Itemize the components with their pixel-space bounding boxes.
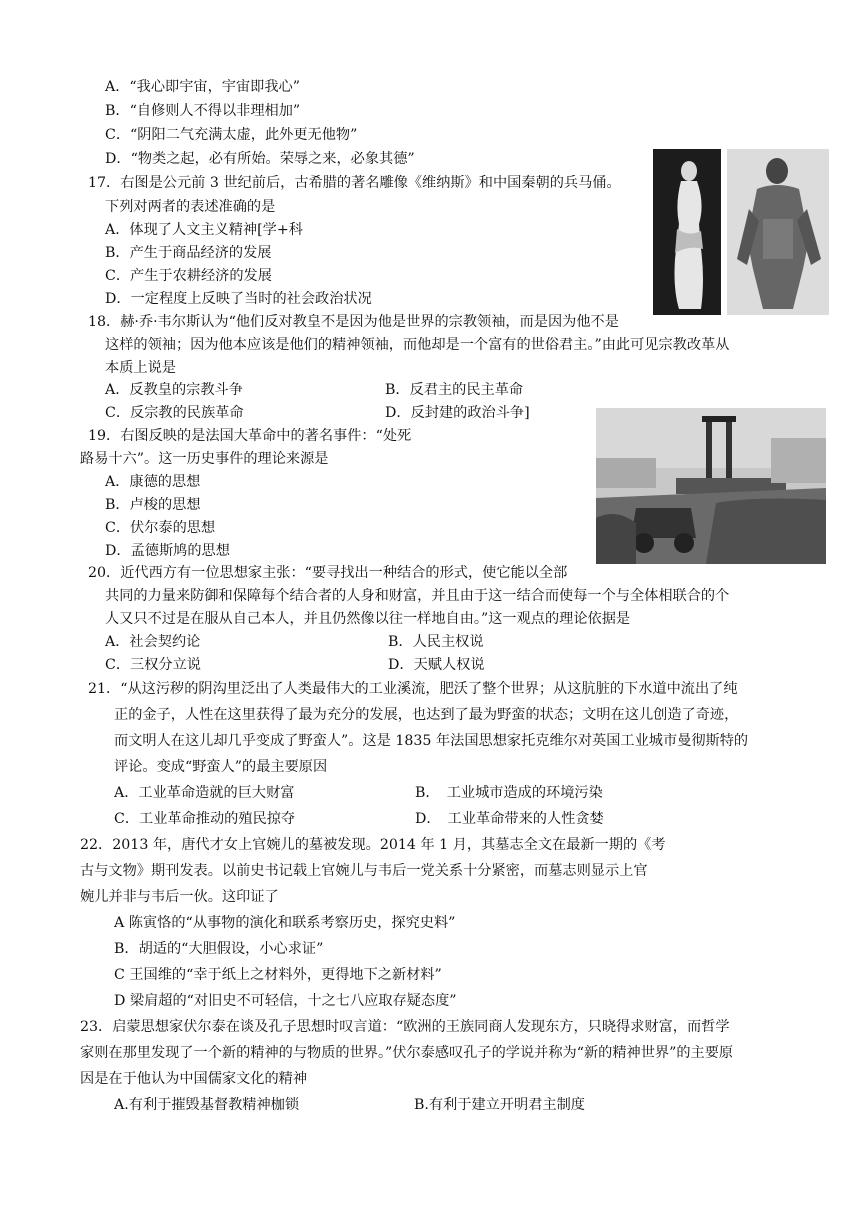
q18-option-a: A．反教皇的宗教斗争 xyxy=(105,382,243,398)
q18-stem-line2: 这样的领袖；因为他本应该是他们的精神领袖，而他却是一个富有的世俗君主。”由此可见宗教改革从 xyxy=(105,337,730,353)
q22-option-c: C 王国维的“幸于纸上之材料外，更得地下之新材料” xyxy=(114,967,442,983)
q19-option-a: A．康德的思想 xyxy=(105,474,201,490)
q16-option-a: A．“我心即宇宙，宇宙即我心” xyxy=(105,79,301,95)
q20-option-c: C．三权分立说 xyxy=(105,657,201,673)
q18-option-b: B．反君主的民主革命 xyxy=(385,382,524,398)
q22-stem-line1: 22．2013 年，唐代才女上官婉儿的墓被发现。2014 年 1 月，其墓志全文在最新一期的《考 xyxy=(80,837,666,853)
q21-option-d: D． 工业革命带来的人性贪婪 xyxy=(415,811,604,827)
q23-stem-line2: 家则在那里发现了一个新的精神的与物质的世界。”伏尔泰感叹孔子的学说并称为“新的精神世界”的主要原 xyxy=(80,1045,734,1061)
q16-option-d: D．“物类之起，必有所始。荣辱之来，必象其德” xyxy=(105,151,415,167)
q20-stem-line2: 共同的力量来防御和保障每个结合者的人身和财富，并且由于这一结合而使每一个与全体相联合的个 xyxy=(105,588,730,604)
q19-stem-line2: 路易十六”。这一历史事件的理论来源是 xyxy=(80,451,329,467)
q21-stem-line4: 评论。变成“野蛮人”的最主要原因 xyxy=(114,759,328,775)
q19-stem-line1: 19．右图反映的是法国大革命中的著名事件：“处死 xyxy=(88,428,412,444)
q20-option-b: B．人民主权说 xyxy=(388,634,484,650)
q21-option-c: C．工业革命推动的殖民掠夺 xyxy=(114,811,296,827)
q22-stem-line3: 婉儿并非与韦后一伙。这印证了 xyxy=(80,889,279,905)
q18-stem-line1: 18．赫·乔·韦尔斯认为“他们反对教皇不是因为他是世界的宗教领袖，而是因为他不是 xyxy=(88,314,619,330)
q21-option-b: B． 工业城市造成的环境污染 xyxy=(415,785,603,801)
q20-stem-line1: 20．近代西方有一位思想家主张：“要寻找出一种结合的形式，使它能以全部 xyxy=(88,565,568,581)
q20-option-a: A．社会契约论 xyxy=(105,634,201,650)
q22-option-b: B．胡适的“大胆假设，小心求证” xyxy=(114,941,324,957)
q21-stem-line2: 正的金子，人性在这里获得了最为充分的发展，也达到了最为野蛮的状态；文明在这儿创造了奇迹， xyxy=(114,707,739,723)
q18-option-d: D．反封建的政治斗争] xyxy=(385,405,530,421)
q21-stem-line3: 而文明人在这儿却几乎变成了野蛮人”。这是 1835 年法国思想家托克维尔对英国工业城市曼彻斯特的 xyxy=(114,733,749,749)
venus-statue-image xyxy=(653,149,721,315)
q20-option-d: D．天赋人权说 xyxy=(388,657,485,673)
q19-option-d: D．孟德斯鸠的思想 xyxy=(105,543,230,559)
q16-option-c: C．“阴阳二气充满太虚，此外更无他物” xyxy=(105,127,358,143)
q17-option-a: A．体现了人文主义精神[学+科 xyxy=(105,222,303,238)
q17-option-b: B．产生于商品经济的发展 xyxy=(105,245,272,261)
q21-stem-line1: 21．“从这污秽的阴沟里泛出了人类最伟大的工业溪流，肥沃了整个世界；从这肮脏的下水道中流出了纯 xyxy=(88,681,738,697)
q23-stem-line1: 23．启蒙思想家伏尔泰在谈及孔子思想时叹言道：“欧洲的王族同商人发现东方，只晓得求财富，而哲学 xyxy=(80,1019,730,1035)
q20-stem-line3: 人又只不过是在服从自己本人，并且仍然像以往一样地自由。”这一观点的理论依据是 xyxy=(105,611,631,627)
q21-option-a: A．工业革命造就的巨大财富 xyxy=(114,785,295,801)
q22-stem-line2: 古与文物》期刊发表。以前史书记载上官婉儿与韦后一党关系十分紧密，而墓志则显示上官 xyxy=(80,863,648,879)
q22-option-a: A 陈寅恪的“从事物的演化和联系考察历史，探究史料” xyxy=(114,915,456,931)
q19-option-c: C．伏尔泰的思想 xyxy=(105,520,216,536)
q17-stem-line1: 17．右图是公元前 3 世纪前后，古希腊的著名雕像《维纳斯》和中国秦朝的兵马俑。 xyxy=(88,175,621,191)
q18-option-c: C．反宗教的民族革命 xyxy=(105,405,244,421)
q23-option-b: B.有利于建立开明君主制度 xyxy=(414,1097,585,1113)
q19-option-b: B．卢梭的思想 xyxy=(105,497,201,513)
execution-louis-xvi-image xyxy=(596,408,826,564)
q22-option-d: D 梁肩超的“对旧史不可轻信，十之七八应取存疑态度” xyxy=(114,993,457,1009)
q18-stem-line3: 本质上说是 xyxy=(105,360,176,376)
q16-option-b: B．“自修则人不得以非理相加” xyxy=(105,103,301,119)
q17-stem-line2: 下列对两者的表述准确的是 xyxy=(105,199,276,215)
q17-option-d: D．一定程度上反映了当时的社会政治状况 xyxy=(105,291,372,307)
q23-option-a: A.有利于摧毁基督教精神枷锁 xyxy=(114,1097,300,1113)
terracotta-warrior-image xyxy=(727,149,829,315)
q17-option-c: C．产生于农耕经济的发展 xyxy=(105,268,272,284)
q23-stem-line3: 因是在于他认为中国儒家文化的精神 xyxy=(80,1071,308,1087)
